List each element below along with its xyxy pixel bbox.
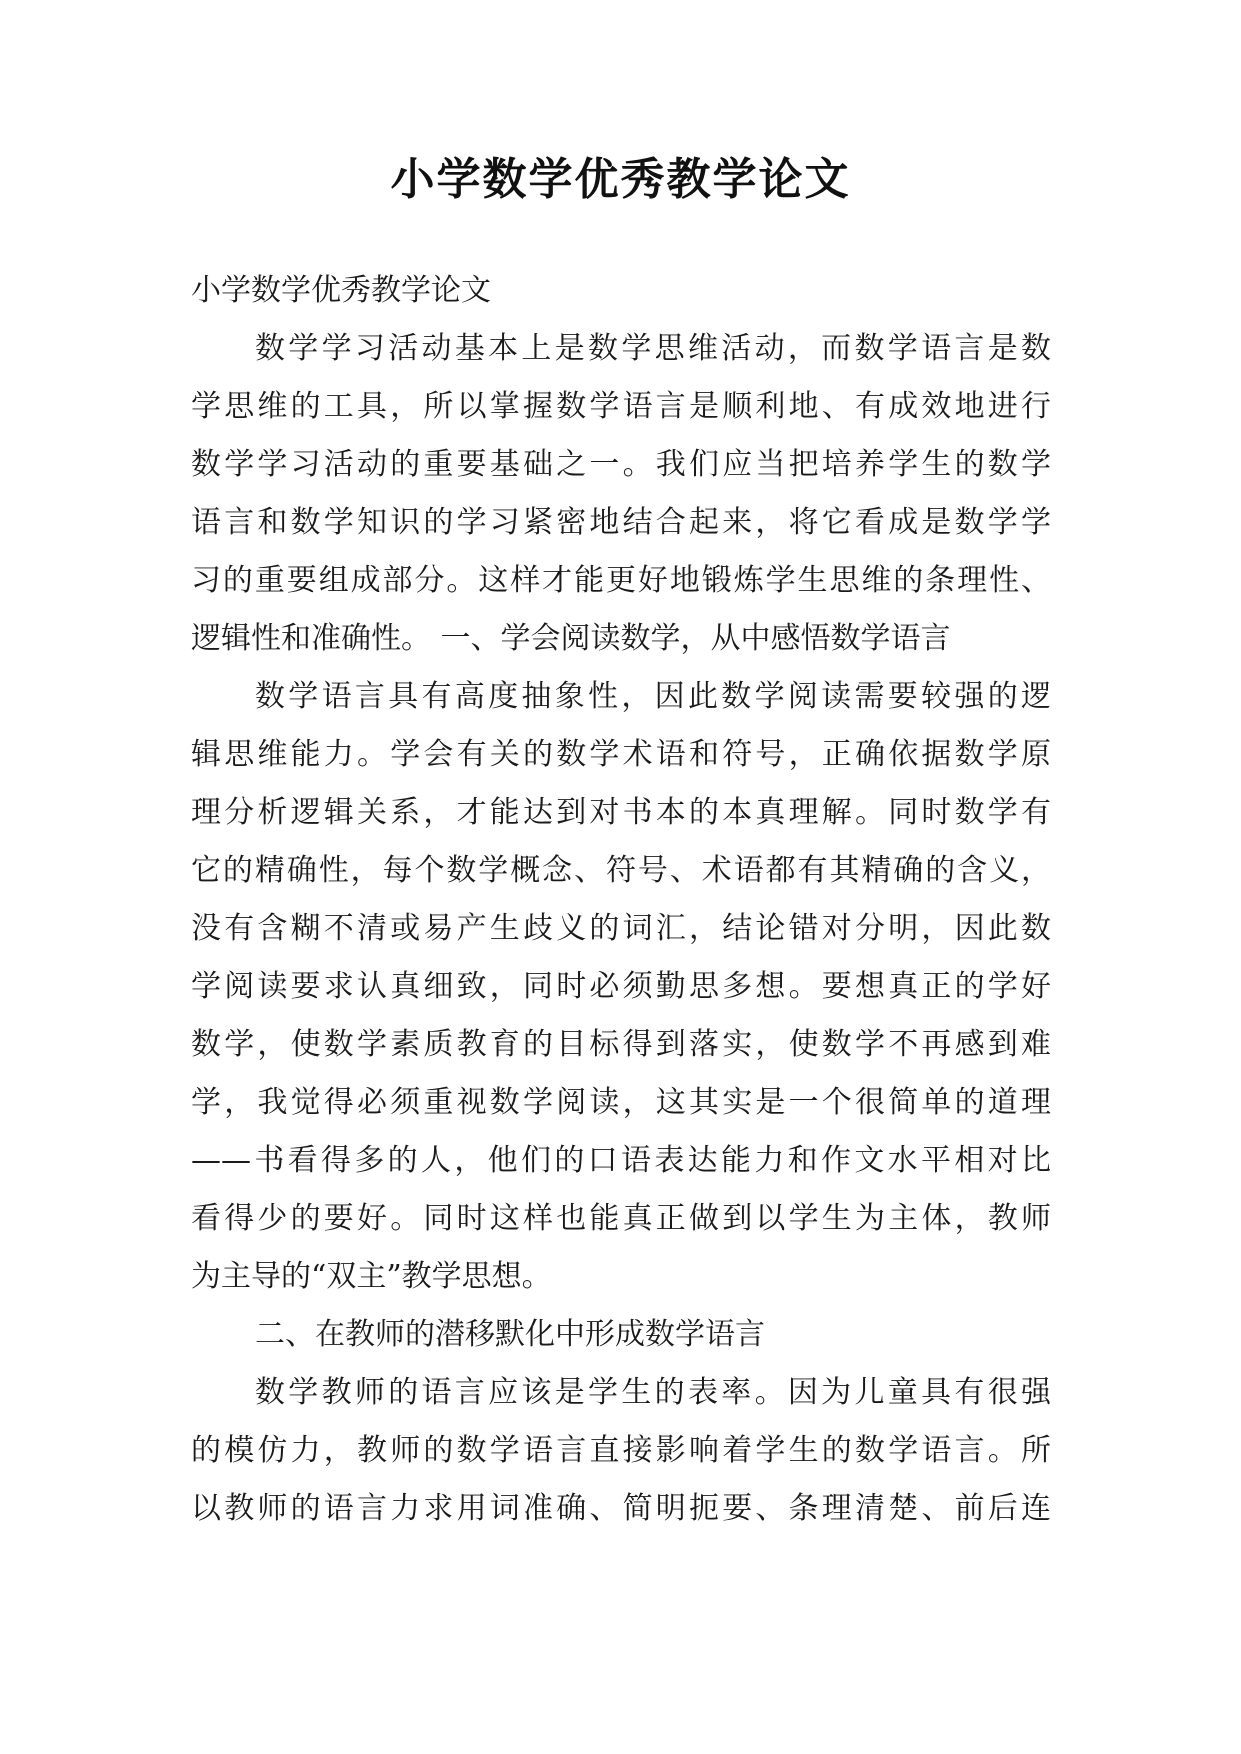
text-line: 数学学习活动的重要基础之一。我们应当把培养学生的数学 (191, 447, 1051, 482)
text-line: 的模仿力，教师的数学语言直接影响着学生的数学语言。所 (191, 1433, 1051, 1468)
document-title: 小学数学优秀教学论文 (390, 154, 851, 205)
text-line: 数学，使数学素质教育的目标得到落实，使数学不再感到难 (191, 1027, 1051, 1062)
text-line: 习的重要组成部分。这样才能更好地锻炼学生思维的条理性、 (191, 563, 1051, 598)
text-line: 数学教师的语言应该是学生的表率。因为儿童具有很强 (255, 1375, 1051, 1410)
text-line: 学思维的工具，所以掌握数学语言是顺利地、有成效地进行 (191, 389, 1051, 424)
text-line: 没有含糊不清或易产生歧义的词汇，结论错对分明，因此数 (191, 911, 1051, 946)
text-line: 以教师的语言力求用词准确、简明扼要、条理清楚、前后连 (191, 1491, 1051, 1526)
text-line: 逻辑性和准确性。 一、学会阅读数学，从中感悟数学语言 (191, 621, 951, 656)
text-line: 学，我觉得必须重视数学阅读，这其实是一个很简单的道理 (191, 1085, 1051, 1120)
text-line: 小学数学优秀教学论文 (191, 273, 491, 308)
text-line: 看得少的要好。同时这样也能真正做到以学生为主体，教师 (191, 1201, 1051, 1236)
document-body (191, 262, 1051, 1538)
text-line: 数学语言具有高度抽象性，因此数学阅读需要较强的逻 (255, 679, 1051, 714)
text-line: 辑思维能力。学会有关的数学术语和符号，正确依据数学原 (191, 737, 1051, 772)
text-line: 为主导的“双主”教学思想。 (191, 1259, 552, 1294)
text-line: 学阅读要求认真细致，同时必须勤思多想。要想真正的学好 (191, 969, 1051, 1004)
text-line: 理分析逻辑关系，才能达到对书本的本真理解。同时数学有 (191, 795, 1051, 830)
text-line: 数学学习活动基本上是数学思维活动，而数学语言是数 (255, 331, 1051, 366)
text-line: 语言和数学知识的学习紧密地结合起来，将它看成是数学学 (191, 505, 1051, 540)
text-line: 它的精确性，每个数学概念、符号、术语都有其精确的含义， (191, 853, 1051, 888)
text-line: 二、在教师的潜移默化中形成数学语言 (255, 1317, 765, 1352)
text-line: ——书看得多的人，他们的口语表达能力和作文水平相对比 (191, 1143, 1051, 1178)
